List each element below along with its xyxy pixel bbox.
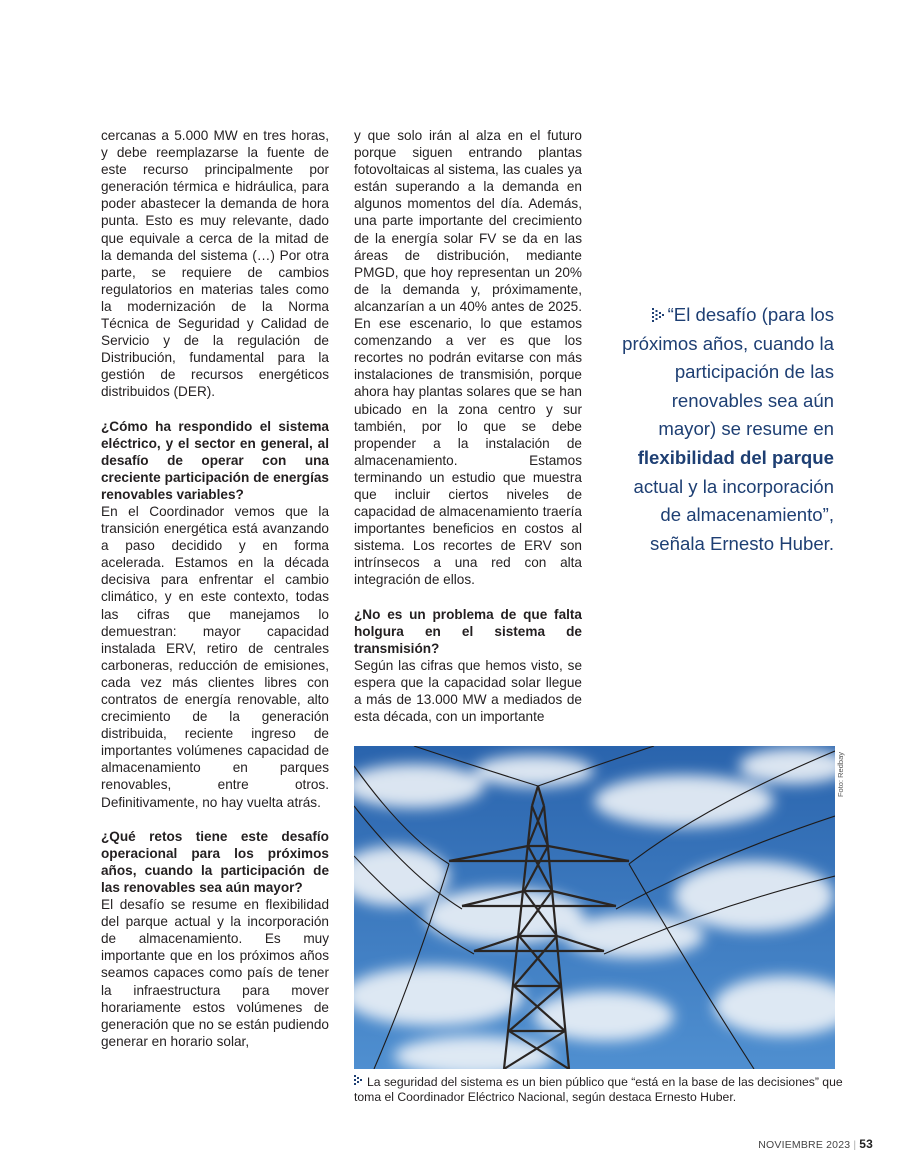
quote-mark-icon: [652, 308, 664, 322]
caption-marker-icon: [354, 1075, 364, 1087]
pull-quote-emphasis: flexibilidad del parque: [637, 446, 834, 468]
paragraph: y que solo irán al alza en el futuro porque siguen entrando plantas fotovoltaicas al sistema, las cuales ya están superando a la demanda en algunos momentos del día. Además, una parte importante del crecimiento de la energía solar FV se da en las áreas de distribución, mediante PMGD, que hoy representan un 20% de la demanda y, próximamente, alcanzarían a un 40% antes de 2025. En ese escenario, lo que estamos comenzando a ver es que los recortes no podrán evitarse con más instalaciones de transmisión, porque ahora hay plantas solares que se han ubicado en la zona centro y sur también, por lo que se debe propender a la instalación de almacenamiento. Estamos terminando un estudio que muestra que incluir ciertos niveles de capacidad de almacenamiento traería importantes beneficios en costos al sistema. Los recortes de ERV son intrínsecos a una red con alta integración de ellos.: [354, 128, 582, 588]
paragraph: En el Coordinador vemos que la transición energética está avanzando a paso decidido y en forma acelerada. Estamos en la década decisiva para enfrentar el cambio climático, y en este contexto, todas las cifras que manejamos lo demuestran: mayor capacidad instalada ERV, retiro de centrales carboneras, reducción de emisiones, cada vez más clientes libres con contratos de energía renovable, alto crecimiento de la generación distribuida, reciente ingreso de importantes volúmenes capacidad de almacenamiento en parques renovables, entre otros. Definitivamente, no hay vuelta atrás.: [101, 503, 329, 810]
paragraph: Según las cifras que hemos visto, se espera que la capacidad solar llegue a más de 13.000 MW a mediados de esta década, con un importante: [354, 657, 582, 725]
pull-quote-text: “El desafío (para los próximos años, cuando la participación de las renovables sea aún mayor) se resume en: [622, 304, 834, 440]
photo-caption: [354, 1075, 844, 1105]
page-number: 53: [859, 1137, 873, 1151]
page-footer: [758, 1137, 873, 1151]
interview-question: ¿No es un problema de que falta holgura en el sistema de transmisión?: [354, 606, 582, 656]
transmission-tower-photo: [354, 746, 835, 1069]
caption-text: La seguridad del sistema es un bien público que “está en la base de las decisiones” que toma el Coordinador Eléctrico Nacional, según destaca Ernesto Huber.: [354, 1075, 843, 1105]
interview-question: ¿Cómo ha respondido el sistema eléctrico, y el sector en general, al desafío de operar con una creciente participación de energías renovables variables?: [101, 418, 329, 502]
footer-divider: |: [853, 1139, 857, 1151]
paragraph: El desafío se resume en flexibilidad del parque actual y la incorporación de almacenamiento. Es muy importante que en los próximos años seamos capaces como país de tener la infraestructura para mover horariamente estos volúmenes de generación que no se están pudiendo generar en horario solar,: [101, 897, 329, 1049]
paragraph: cercanas a 5.000 MW en tres horas, y debe reemplazarse la fuente de este recurso principalmente por generación térmica e hidráulica, para poder abastecer la demanda de hora punta. Esto es muy relevante, dado que equivale a cerca de la mitad de la demanda del sistema (…) Por otra parte, se requiere de cambios regulatorios en materias tales como la modernización de la Norma Técnica de Seguridad y Calidad de Servicio y de la regulación de Distribución, fundamental para la gestión de recursos energéticos distribuidos (DER).: [101, 128, 329, 400]
text-column-middle: [354, 127, 582, 725]
photo-credit: Foto: Redbay: [836, 752, 845, 798]
pull-quote: [618, 301, 834, 558]
interview-question: ¿Qué retos tiene este desafío operacional para los próximos años, cuando la participación de las renovables sea aún mayor?: [101, 828, 329, 895]
pull-quote-text-end: actual y la incorporación de almacenamiento”, señala Ernesto Huber.: [633, 475, 834, 554]
issue-date: NOVIEMBRE 2023: [758, 1139, 851, 1151]
text-column-left: [101, 127, 329, 1050]
